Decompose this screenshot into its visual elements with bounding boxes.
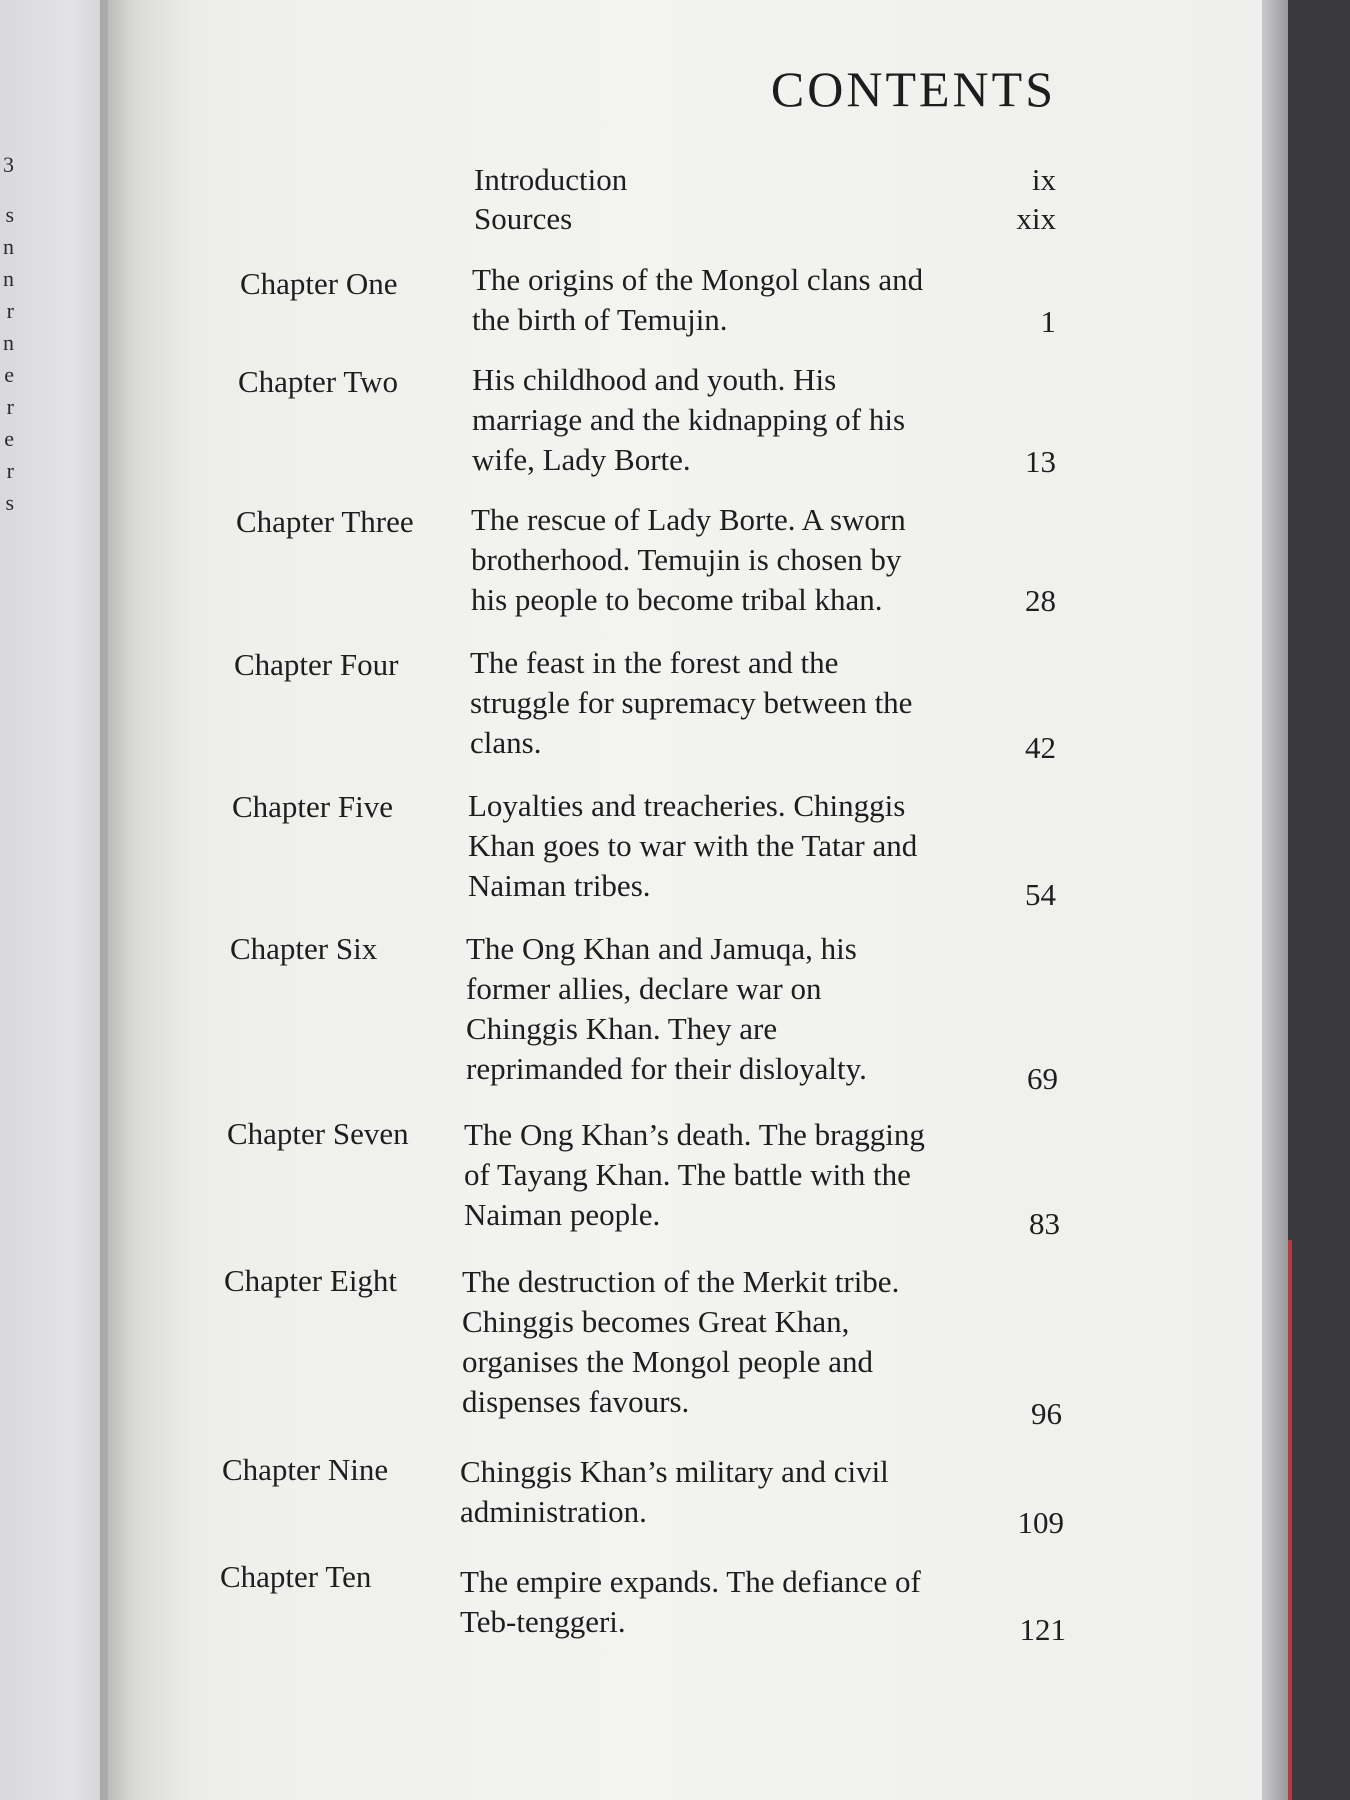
description-line: reprimanded for their disloyalty. bbox=[466, 1051, 867, 1086]
description-line: administration. bbox=[460, 1494, 647, 1529]
text-fragment: e bbox=[4, 426, 14, 451]
description-line: wife, Lady Borte. bbox=[472, 442, 691, 477]
description-line: The feast in the forest and the bbox=[470, 645, 839, 680]
entry-page-number: 96 bbox=[1031, 1396, 1062, 1431]
description-line: clans. bbox=[470, 725, 542, 760]
gutter-shadow bbox=[100, 0, 190, 1800]
chapter-description bbox=[472, 260, 992, 340]
description-line: struggle for supremacy between the bbox=[470, 685, 913, 720]
chapter-label: Chapter Three bbox=[236, 504, 414, 539]
text-fragment: s bbox=[5, 202, 14, 227]
chapter-description bbox=[462, 1262, 982, 1422]
description-line: his people to become tribal khan. bbox=[471, 582, 883, 617]
chapter-description bbox=[464, 1115, 984, 1235]
text-fragment: n bbox=[3, 234, 14, 259]
text-fragment: e bbox=[4, 362, 14, 387]
text-fragment: r bbox=[6, 458, 14, 483]
chapter-label: Chapter Six bbox=[230, 931, 378, 966]
description-line: The empire expands. The defiance of bbox=[460, 1564, 921, 1599]
text-fragment: r bbox=[6, 394, 14, 419]
description-line: former allies, declare war on bbox=[466, 971, 822, 1006]
description-line: The rescue of Lady Borte. A sworn bbox=[471, 502, 906, 537]
chapter-description bbox=[470, 643, 990, 763]
entry-page-number: 13 bbox=[1025, 444, 1056, 479]
entry-page-number: 69 bbox=[1027, 1061, 1058, 1096]
chapter-label: Chapter Four bbox=[234, 647, 399, 682]
chapter-description bbox=[472, 360, 992, 480]
chapter-label: Chapter Eight bbox=[224, 1263, 398, 1298]
description-line: Loyalties and treacheries. Chinggis bbox=[468, 788, 906, 823]
description-line: Teb-tenggeri. bbox=[460, 1604, 626, 1639]
description-line: organises the Mongol people and bbox=[462, 1344, 873, 1379]
chapter-label: Chapter Five bbox=[232, 789, 393, 824]
description-line: Naiman tribes. bbox=[468, 868, 651, 903]
entry-page-number: 83 bbox=[1029, 1206, 1060, 1241]
contents-heading: CONTENTS bbox=[770, 61, 1056, 117]
book-cover-edge bbox=[1288, 1240, 1292, 1800]
description-line: The Ong Khan and Jamuqa, his bbox=[466, 931, 857, 966]
entry-page-number: xix bbox=[1016, 201, 1056, 236]
description-line: Chinggis Khan’s military and civil bbox=[460, 1454, 889, 1489]
entry-label: Sources bbox=[474, 201, 573, 236]
chapter-label: Chapter Ten bbox=[220, 1559, 372, 1594]
description-line: Chinggis becomes Great Khan, bbox=[462, 1304, 850, 1339]
chapter-label: Chapter Two bbox=[238, 364, 398, 399]
chapter-description bbox=[471, 500, 991, 620]
chapter-description bbox=[468, 786, 988, 906]
chapter-description bbox=[466, 929, 986, 1089]
chapter-description bbox=[460, 1452, 980, 1532]
description-line: dispenses favours. bbox=[462, 1384, 690, 1419]
page-block-edge bbox=[1262, 0, 1288, 1800]
description-line: The Ong Khan’s death. The bragging bbox=[464, 1117, 925, 1152]
chapter-description bbox=[460, 1562, 980, 1642]
text-fragment: n bbox=[3, 266, 14, 291]
description-line: His childhood and youth. His bbox=[472, 362, 837, 397]
description-line: The destruction of the Merkit tribe. bbox=[462, 1264, 900, 1299]
entry-page-number: 109 bbox=[1017, 1505, 1064, 1540]
description-line: brotherhood. Temujin is chosen by bbox=[471, 542, 902, 577]
entry-page-number: 28 bbox=[1025, 583, 1056, 618]
entry-page-number: 121 bbox=[1019, 1612, 1066, 1647]
description-line: The origins of the Mongol clans and bbox=[472, 262, 924, 297]
entry-page-number: 54 bbox=[1025, 877, 1056, 912]
text-fragment: 3 bbox=[3, 152, 14, 177]
text-fragment: s bbox=[5, 490, 14, 515]
description-line: Chinggis Khan. They are bbox=[466, 1011, 778, 1046]
description-line: the birth of Temujin. bbox=[472, 302, 728, 337]
description-line: marriage and the kidnapping of his bbox=[472, 402, 906, 437]
text-fragment: r bbox=[6, 298, 14, 323]
chapter-label: Chapter One bbox=[240, 266, 398, 301]
chapter-label: Chapter Seven bbox=[227, 1116, 409, 1151]
description-line: of Tayang Khan. The battle with the bbox=[464, 1157, 911, 1192]
chapter-label: Chapter Nine bbox=[222, 1452, 389, 1487]
entry-page-number: ix bbox=[1031, 162, 1056, 197]
description-line: Khan goes to war with the Tatar and bbox=[468, 828, 918, 863]
text-fragment: n bbox=[3, 330, 14, 355]
entry-label: Introduction bbox=[474, 162, 628, 197]
description-line: Naiman people. bbox=[464, 1197, 661, 1232]
entry-page-number: 42 bbox=[1025, 730, 1056, 765]
entry-page-number: 1 bbox=[1040, 304, 1056, 339]
